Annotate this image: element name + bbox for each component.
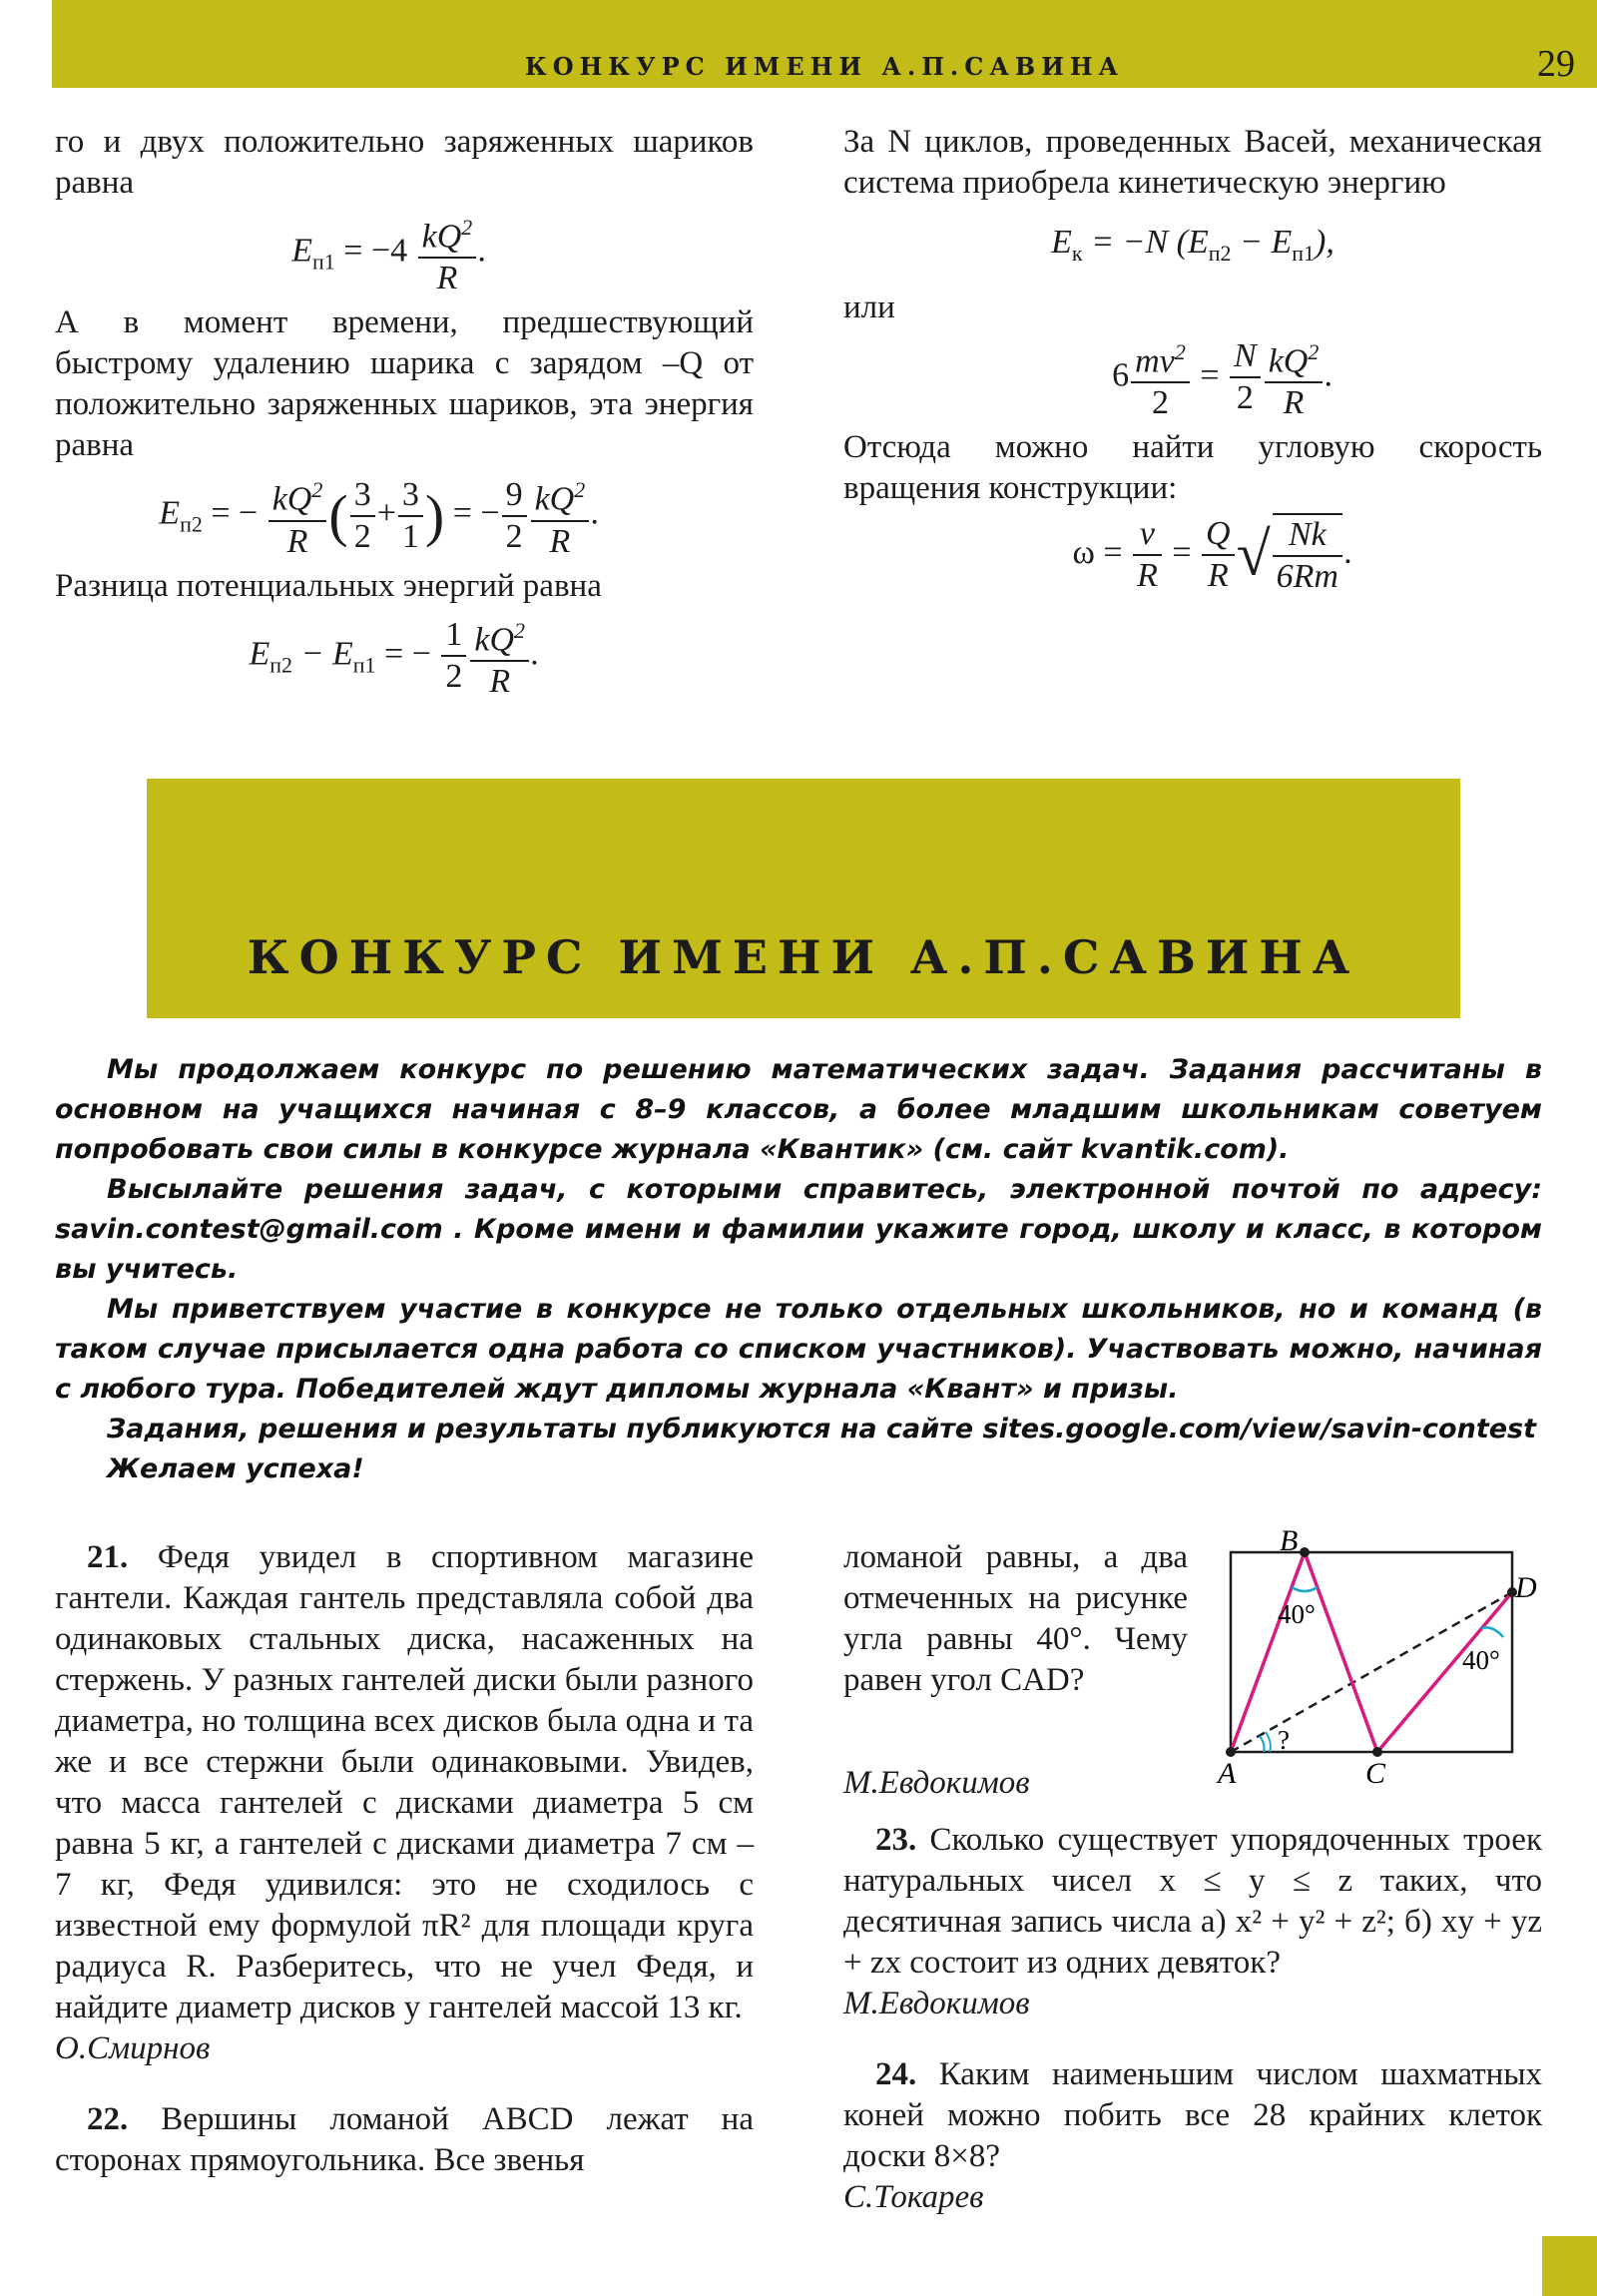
left-paragraph-1: го и двух положительно заряженных шариков равна xyxy=(55,124,754,201)
page-header xyxy=(52,0,1597,88)
formula-difference: $E_{п2} - E_{п1}$ = − $\frac{1}{2}$ $\frac{kQ^2}{R}$ . xyxy=(35,611,754,702)
problem-21-author: О.Смирнов xyxy=(55,2030,211,2066)
problem-22: 22. Вершины ломаной ABCD лежат на сторонах прямоугольника. Все звенья xyxy=(55,2101,754,2178)
contest-banner xyxy=(147,779,1460,1018)
problem-23-author: М.Евдокимов xyxy=(843,1986,1030,2021)
intro-paragraph-5: Желаем успеха! xyxy=(107,1453,364,1484)
problem-21: 21. Федя увидел в спортивном магазине гантели. Каждая гантель представляла собой два одинаковых стальных диска, насаженных на стержень. У разных гантелей диски были разного диаметра, но толщина всех дисков была одна и та же и все стержни были одинаковыми. Увидев, что масса гантелей с дисками диаметра 5 см равна 5 кг, а гантелей с дисками диаметра 7 см – 7 кг, Федя удивился: это не сходилось с известной ему формулой πR² для площади круга радиуса R. Разберитесь, что не учел Федя, и найдите диаметр дисков у гантелей массой 13 кг. xyxy=(55,1539,754,2025)
problem-22-continuation-box: ломаной равны, а два отмеченных на рисунке угла равны 40°. Чему равен угол CAD? xyxy=(843,1539,1188,1698)
intro-paragraph-3: Мы приветствуем участие в конкурсе не только отдельных школьников, но и команд (в таком случае присылается одна работа со списком участников). Участвовать можно, начиная с любого тура. Победителей ждут дипломы журнала «Квант» и призы. xyxy=(55,1294,1542,1405)
label-d: D xyxy=(1515,1571,1537,1604)
formula-omega: ω = $\frac{v}{R}$ = $\frac{Q}{R}$ √ $\frac{Nk}{6Rm}$ . xyxy=(1072,515,1353,596)
left-column-top xyxy=(55,122,754,706)
formula-ek: $E_к = -N$ $(E_{п2} - E_{п1})$, xyxy=(1051,224,1334,266)
problem-24: 24. Каким наименьшим числом шахматных коней можно побить все 28 крайних клеток доски 8×8? xyxy=(843,2056,1542,2174)
corner-accent xyxy=(1542,2236,1597,2296)
contest-intro xyxy=(55,1050,1542,1489)
problem-24-author: С.Токарев xyxy=(843,2179,984,2215)
label-c: C xyxy=(1365,1757,1386,1787)
angle-a-label: ? xyxy=(1278,1725,1290,1755)
problems-left-column xyxy=(55,1537,754,2181)
page-number: 29 xyxy=(1537,43,1575,85)
left-paragraph-2: А в момент времени, предшествующий быстрому удалению шарика с зарядом –Q от положительно заряженных шариков, эта энергия равна xyxy=(55,304,754,464)
formula-ep1: $E_{п1} = -4$ $\frac{kQ^2}{R}$ . xyxy=(25,208,754,298)
banner-title: КОНКУРС ИМЕНИ А.П.САВИНА xyxy=(247,930,1360,984)
formula-ep2: $E_{п2}$ = − $\frac{kQ^2}{R}$ ( $\frac{3}{2}$ + $\frac{3}{1}$ ) = − $\frac{9}{2}$ $\frac{kQ^2}{R}$ . xyxy=(5,470,754,561)
right-paragraph-2: или xyxy=(843,288,895,325)
problems-right-column xyxy=(843,1537,1542,2218)
right-column-top xyxy=(843,122,1542,601)
problem-22-author-right: М.Евдокимов xyxy=(843,1765,1030,1801)
intro-paragraph-1: Мы продолжаем конкурс по решению математических задач. Задания рассчитаны в основном на учащихся начиная с 8–9 классов, а более младшим школьникам советуем попробовать свои силы в конкурсе журнала «Квантик» (см. сайт kvantik.com). xyxy=(55,1054,1542,1165)
angle-d-label: 40° xyxy=(1462,1645,1500,1675)
right-paragraph-3: Отсюда можно найти угловую скорость вращения конструкции: xyxy=(843,429,1542,507)
right-paragraph-1: За N циклов, проведенных Васей, механическая система приобрела кинетическую энергию xyxy=(843,124,1542,201)
intro-paragraph-2: Высылайте решения задач, с которыми справитесь, электронной почтой по адресу: savin.contest@gmail.com . Кроме имени и фамилии укажите город, школу и класс, в котором вы учитесь. xyxy=(55,1174,1542,1285)
intro-paragraph-4: Задания, решения и результаты публикуются на сайте sites.google.com/view/savin-contest xyxy=(107,1414,1537,1444)
label-b: B xyxy=(1280,1524,1299,1557)
angle-b-label: 40° xyxy=(1278,1599,1316,1629)
header-title: КОНКУРС ИМЕНИ А.П.САВИНА xyxy=(524,52,1125,81)
label-a: A xyxy=(1218,1757,1237,1787)
left-paragraph-3: Разница потенциальных энергий равна xyxy=(55,567,602,604)
problem-23: 23. Сколько существует упорядоченных троек натуральных чисел x ≤ y ≤ z таких, что десятичная запись числа а) x² + y² + z²; б) xy + yz + zx состоит из одних девяток? xyxy=(843,1822,1542,1981)
formula-kinetic: 6 $\frac{mv^2}{2}$ = $\frac{N}{2}$ $\frac{kQ^2}{R}$ . xyxy=(903,332,1542,423)
